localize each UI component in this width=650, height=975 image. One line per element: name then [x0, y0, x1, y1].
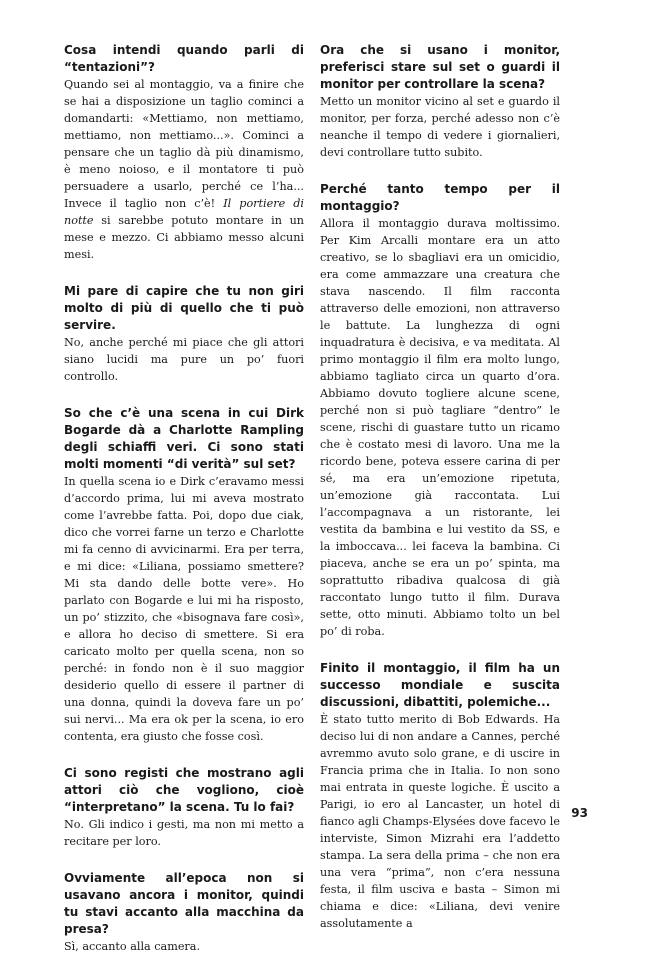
answer: Sì, accanto alla camera.: [64, 940, 201, 953]
answer: È stato tutto merito di Bob Edwards. Ha deciso lui di non andare a Cannes, perché avremmo avuto solo grane, e di uscire in Francia prima che in Italia. Io non sono mai entrata in queste logiche. È uscito a Parigi, io ero al Lancaster, un hotel di fianco agli Champs-Elysées dove facevo le interviste, Simon Mizrahi era l’addetto stampa. La sera della prima – che non era una vera “prima”, non c’era nessuna festa, il film usciva e basta – Simon mi chiama e dice: «Liliana, devi venire assolutamente a: [320, 713, 560, 930]
question: Cosa intendi quando parli di “tentazioni”?: [64, 43, 304, 74]
film-title: Il portiere di notte: [64, 197, 304, 227]
qa-block: [64, 283, 304, 385]
question: Ovviamente all’epoca non si usavano ancora i monitor, quindi tu stavi accanto alla macchina da presa?: [64, 871, 304, 936]
qa-block: [64, 42, 304, 263]
page-number: 93: [571, 806, 588, 820]
question: Perché tanto tempo per il montaggio?: [320, 182, 560, 213]
qa-block: [320, 181, 560, 640]
qa-block: [64, 405, 304, 745]
question: Ora che si usano i monitor, preferisci stare sul set o guardi il monitor per controllare la scena?: [320, 43, 560, 91]
left-column: [64, 42, 304, 975]
qa-block: [64, 765, 304, 850]
question: Finito il montaggio, il film ha un successo mondiale e suscita discussioni, dibattiti, polemiche...: [320, 661, 560, 709]
question: Ci sono registi che mostrano agli attori ciò che vogliono, cioè “interpretano” la scena. Tu lo fai?: [64, 766, 304, 814]
answer: No. Gli indico i gesti, ma non mi metto a recitare per loro.: [64, 818, 304, 848]
qa-block: [320, 660, 560, 932]
qa-block: [320, 42, 560, 161]
qa-block: [64, 870, 304, 955]
question: Mi pare di capire che tu non giri molto di più di quello che ti può servire.: [64, 284, 304, 332]
answer: No, anche perché mi piace che gli attori siano lucidi ma pure un po’ fuori controllo.: [64, 336, 304, 383]
answer: Metto un monitor vicino al set e guardo il monitor, per forza, perché adesso non c’è neanche il tempo di vedere i giornalieri, devi controllare tutto subito.: [320, 95, 560, 159]
answer: In quella scena io e Dirk c’eravamo messi d’accordo prima, lui mi aveva mostrato come l’avrebbe fatta. Poi, dopo due ciak, dico che vorrei farne un terzo e Charlotte mi fa cenno di avvicinarmi. Era per terra, e mi dice: «Liliana, possiamo smettere? Mi sta dando delle botte vere». Ho parlato con Bogarde e lui mi ha risposto, un po’ stizzito, che «bisognava fare così», e allora ho deciso di smettere. Si era caricato molto per quella scena, non so perché: in fondo non è il suo maggior desiderio quello di essere il partner di una donna, quindi la doveva fare un po’ sui nervi... Ma era ok per la scena, io ero contenta, era giusto che fosse così.: [64, 475, 304, 743]
answer: Allora il montaggio durava moltissimo. Per Kim Arcalli montare era un atto creativo, se lo sbagliavi era un omicidio, era come ammazzare una creatura che stava nascendo. Il film racconta attraverso delle emozioni, non attraverso le battute. La lunghezza di ogni inquadratura è decisiva, e va meditata. Al primo montaggio il film era molto lungo, abbiamo tagliato circa un quarto d’ora. Abbiamo dovuto togliere alcune scene, perché non si può tagliare “dentro” le scene, rischi di guastare tutto un ricamo che è costato mesi di lavoro. Una me la ricordo bene, poteva essere carina di per sé, ma era un’emozione ripetuta, un’emozione già raccontata. Lui l’accompagnava a un ristorante, lei vestita da bambina e lui vestito da SS, e la imboccava... lei faceva la bambina. Ci piaceva, anche se era un po’ spinta, ma soprattutto ribadiva qualcosa di già raccontato lungo tutto il film. Durava sette, otto minuti. Abbiamo tolto un bel po’ di roba.: [320, 217, 560, 638]
right-column: [320, 42, 560, 952]
question: So che c’è una scena in cui Dirk Bogarde dà a Charlotte Rampling degli schiaffi veri. Ci sono stati molti momenti “di verità” sul set?: [64, 406, 304, 471]
answer: Quando sei al montaggio, va a finire che se hai a disposizione un taglio cominci a domandarti: «Mettiamo, non mettiamo, mettiamo, non mettiamo...». Cominci a pensare che un taglio dà più dinamismo, è meno noioso, e il montatore ti può persuadere a usarlo, perché ce l’ha... Invece il taglio non c’è! Il portiere di notte si sarebbe potuto montare in un mese e mezzo. Ci abbiamo messo alcuni mesi.: [64, 78, 304, 261]
